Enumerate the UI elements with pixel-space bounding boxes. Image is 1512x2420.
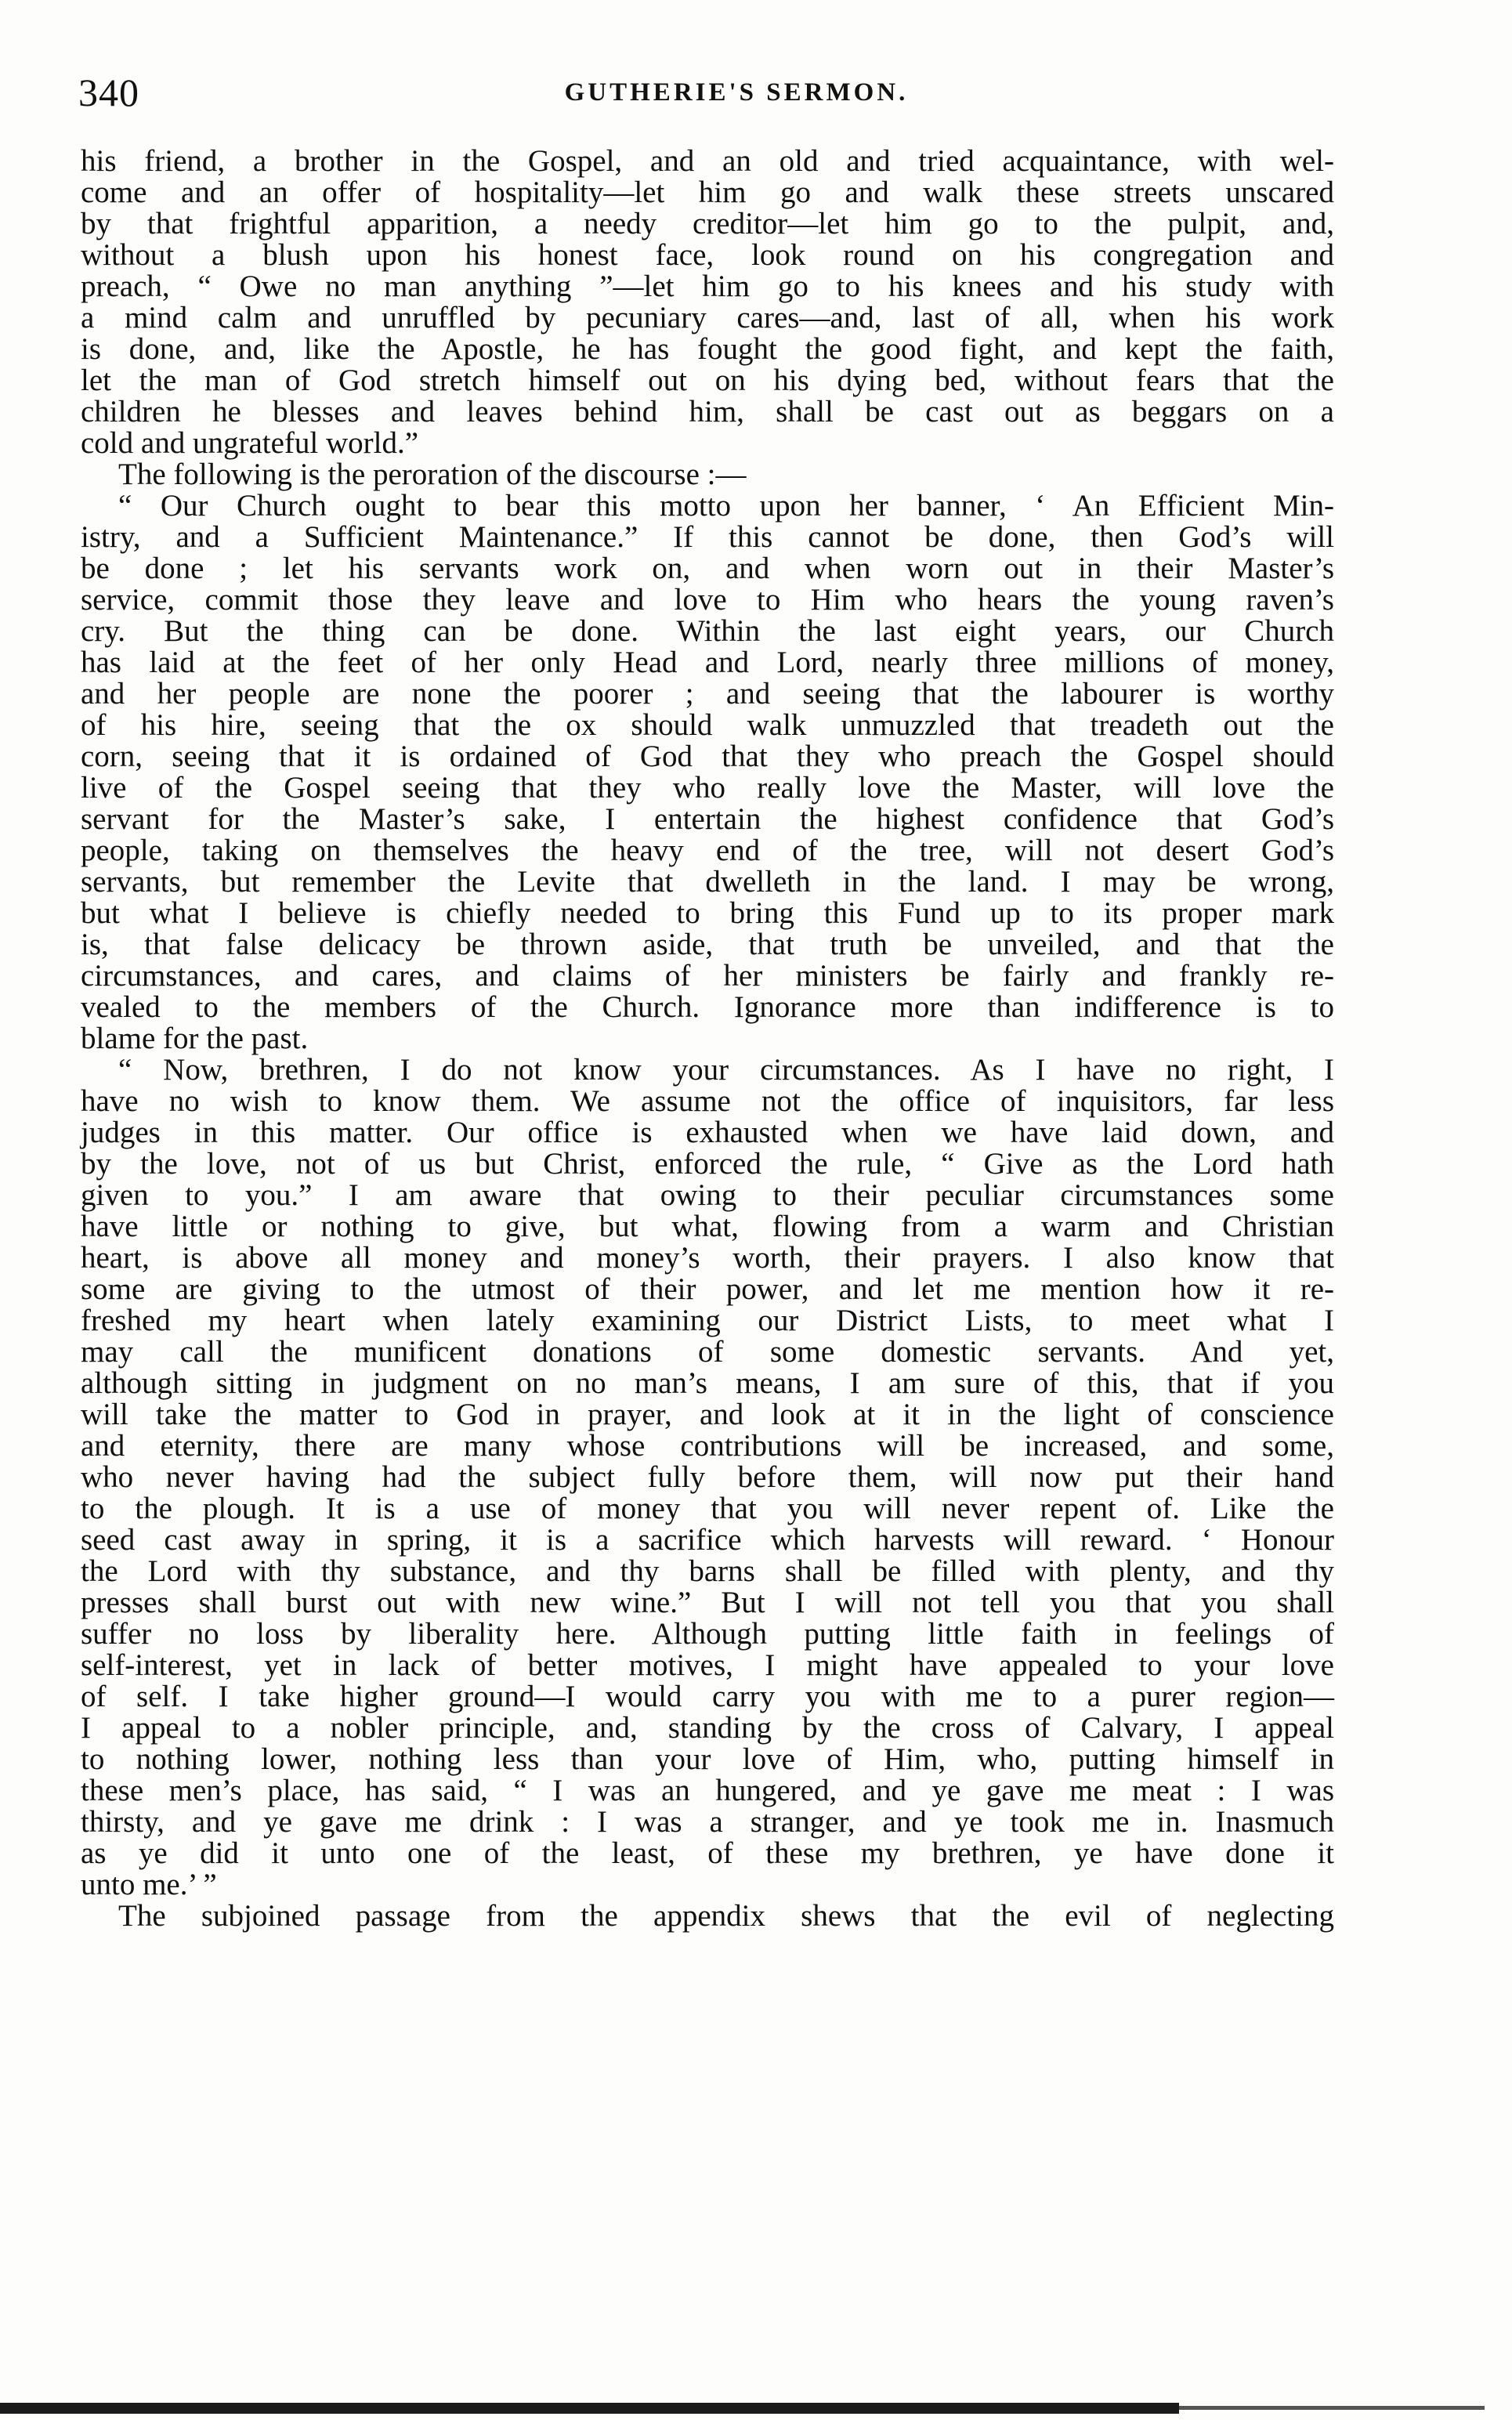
text-line: but what I believe is chiefly needed to bring this Fund up to its proper mark bbox=[81, 896, 1334, 930]
text-line: blame for the past. bbox=[81, 1022, 309, 1055]
body-text bbox=[81, 146, 1334, 1932]
text-line: I appeal to a nobler principle, and, standing by the cross of Calvary, I appeal bbox=[81, 1711, 1334, 1745]
text-line: preach, “ Owe no man anything ”—let him go to his knees and his study with bbox=[81, 269, 1334, 303]
text-line: some are giving to the utmost of their power, and let me mention how it re- bbox=[81, 1272, 1334, 1306]
text-line: service, commit those they leave and love to Him who hears the young raven’s bbox=[81, 583, 1334, 617]
bottom-rule bbox=[0, 2403, 1179, 2414]
text-line: cold and ungrateful world.” bbox=[81, 426, 419, 460]
text-line: is, that false delicacy be thrown aside, that truth be unveiled, and that the bbox=[81, 928, 1334, 961]
bottom-rule-tail bbox=[1179, 2406, 1485, 2410]
text-line: self-interest, yet in lack of better motives, I might have appealed to your love bbox=[81, 1648, 1334, 1682]
text-line: of his hire, seeing that the ox should walk unmuzzled that treadeth out the bbox=[81, 708, 1334, 742]
text-line: although sitting in judgment on no man’s means, I am sure of this, that if you bbox=[81, 1366, 1334, 1400]
text-line: given to you.” I am aware that owing to their peculiar circumstances some bbox=[81, 1178, 1334, 1212]
text-line: the Lord with thy substance, and thy barns shall be filled with plenty, and thy bbox=[81, 1554, 1334, 1588]
text-line: be done ; let his servants work on, and when worn out in their Master’s bbox=[81, 552, 1334, 585]
page-number: 340 bbox=[78, 71, 139, 114]
text-line: and eternity, there are many whose contributions will be increased, and some, bbox=[81, 1429, 1334, 1463]
text-line: by the love, not of us but Christ, enforced the rule, “ Give as the Lord hath bbox=[81, 1147, 1334, 1181]
text-line: of self. I take higher ground—I would carry you with me to a purer region— bbox=[81, 1680, 1334, 1713]
text-line: unto me.’ ” bbox=[81, 1868, 217, 1901]
text-line: a mind calm and unruffled by pecuniary cares—and, last of all, when his work bbox=[81, 301, 1334, 335]
running-title: GUTHERIE'S SERMON. bbox=[564, 78, 909, 107]
text-line: “ Now, brethren, I do not know your circumstances. As I have no right, I bbox=[118, 1053, 1334, 1087]
text-line: as ye did it unto one of the least, of these my brethren, ye have done it bbox=[81, 1836, 1334, 1870]
text-line: seed cast away in spring, it is a sacrifice which harvests will reward. ‘ Honour bbox=[81, 1523, 1334, 1557]
text-line: heart, is above all money and money’s worth, their prayers. I also know that bbox=[81, 1241, 1334, 1275]
text-line: cry. But the thing can be done. Within the last eight years, our Church bbox=[81, 614, 1334, 648]
text-line: thirsty, and ye gave me drink : I was a stranger, and ye took me in. Inasmuch bbox=[81, 1805, 1334, 1839]
text-line: vealed to the members of the Church. Ignorance more than indifference is to bbox=[81, 990, 1334, 1024]
text-line: by that frightful apparition, a needy creditor—let him go to the pulpit, and, bbox=[81, 207, 1334, 241]
text-line: may call the munificent donations of some domestic servants. And yet, bbox=[81, 1335, 1334, 1369]
text-line: The following is the peroration of the discourse :— bbox=[118, 458, 747, 491]
text-line: have little or nothing to give, but what, flowing from a warm and Christian bbox=[81, 1210, 1334, 1243]
text-line: live of the Gospel seeing that they who really love the Master, will love the bbox=[81, 771, 1334, 805]
text-line: is done, and, like the Apostle, he has fought the good fight, and kept the faith, bbox=[81, 332, 1334, 366]
running-head bbox=[78, 69, 1394, 116]
text-line: who never having had the subject fully before them, will now put their hand bbox=[81, 1460, 1334, 1494]
text-line: to nothing lower, nothing less than your love of Him, who, putting himself in bbox=[81, 1742, 1334, 1776]
text-line: istry, and a Sufficient Maintenance.” If this cannot be done, then God’s will bbox=[81, 520, 1334, 554]
text-line: these men’s place, has said, “ I was an hungered, and ye gave me meat : I was bbox=[81, 1774, 1334, 1807]
text-line: people, taking on themselves the heavy end of the tree, will not desert God’s bbox=[81, 834, 1334, 867]
text-line: corn, seeing that it is ordained of God that they who preach the Gospel should bbox=[81, 740, 1334, 773]
text-line: have no wish to know them. We assume not the office of inquisitors, far less bbox=[81, 1084, 1334, 1118]
text-line: let the man of God stretch himself out on his dying bed, without fears that the bbox=[81, 364, 1334, 397]
text-line: freshed my heart when lately examining our District Lists, to meet what I bbox=[81, 1304, 1334, 1337]
text-line: will take the matter to God in prayer, and look at it in the light of conscience bbox=[81, 1398, 1334, 1431]
text-line: has laid at the feet of her only Head and Lord, nearly three millions of money, bbox=[81, 646, 1334, 679]
text-line: circumstances, and cares, and claims of her ministers be fairly and frankly re- bbox=[81, 959, 1334, 993]
text-line: to the plough. It is a use of money that you will never repent of. Like the bbox=[81, 1492, 1334, 1525]
text-line: his friend, a brother in the Gospel, and an old and tried acquaintance, with wel- bbox=[81, 144, 1334, 178]
text-line: servant for the Master’s sake, I entertain the highest confidence that God’s bbox=[81, 802, 1334, 836]
text-line: “ Our Church ought to bear this motto upon her banner, ‘ An Efficient Min- bbox=[118, 489, 1334, 523]
text-line: come and an offer of hospitality—let him go and walk these streets unscared bbox=[81, 175, 1334, 209]
text-line: presses shall burst out with new wine.” But I will not tell you that you shall bbox=[81, 1586, 1334, 1619]
text-line: judges in this matter. Our office is exhausted when we have laid down, and bbox=[81, 1116, 1334, 1149]
text-line: suffer no loss by liberality here. Although putting little faith in feelings of bbox=[81, 1617, 1334, 1651]
text-line: The subjoined passage from the appendix shews that the evil of neglecting bbox=[118, 1899, 1334, 1933]
text-line: children he blesses and leaves behind him, shall be cast out as beggars on a bbox=[81, 395, 1334, 429]
text-line: without a blush upon his honest face, look round on his congregation and bbox=[81, 238, 1334, 272]
text-line: servants, but remember the Levite that dwelleth in the land. I may be wrong, bbox=[81, 865, 1334, 899]
text-line: and her people are none the poorer ; and seeing that the labourer is worthy bbox=[81, 677, 1334, 711]
